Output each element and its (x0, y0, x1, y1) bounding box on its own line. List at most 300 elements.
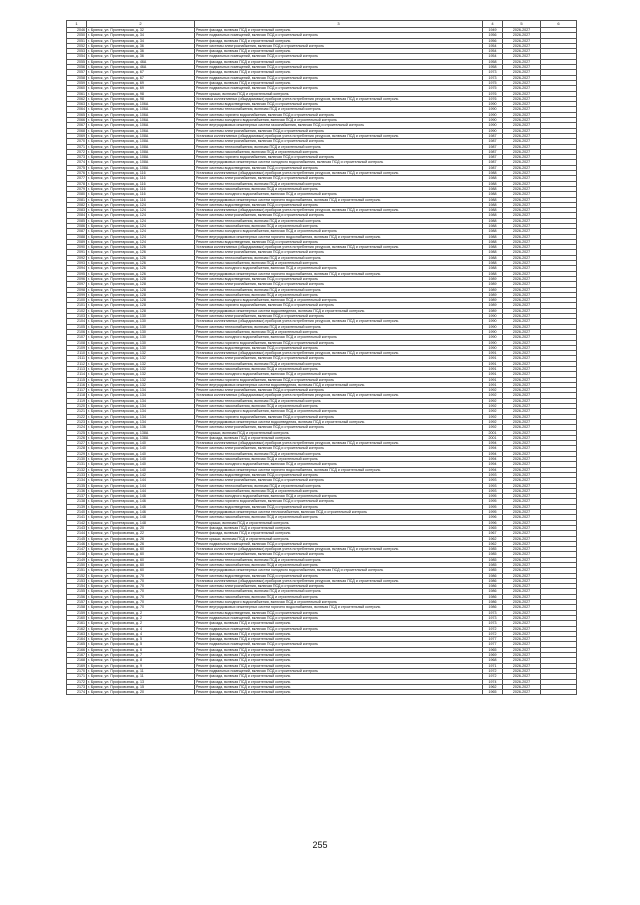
build-year-cell: 1965 (483, 647, 503, 652)
address-cell: г. Брянск, ул. Пролетарская, д. 134 (87, 414, 195, 419)
row-number: 2143 (67, 525, 87, 530)
work-type-cell: Ремонт подвальных помещений, включая ПСД и строительный контроль (195, 626, 483, 631)
build-year-cell: 1991 (483, 377, 503, 382)
work-type-cell: Ремонт системы теплоснабжения, включая ПСД и строительный контроль (195, 451, 483, 456)
address-cell: г. Брянск, ул. Профсоюзная, д. 60 (87, 562, 195, 567)
row-number: 2075 (67, 165, 87, 170)
work-type-cell: Ремонт фасада, включая ПСД и строительный контроль (195, 653, 483, 658)
row-number: 2107 (67, 335, 87, 340)
address-cell: г. Брянск, ул. Пролетарская, д. 146 (87, 499, 195, 504)
table-row (67, 690, 577, 695)
build-year-cell: 1965 (483, 525, 503, 530)
period-cell: 2026-2027 (503, 96, 541, 101)
work-type-cell: Ремонт подвальных помещений, включая ПСД и строительный контроль (195, 65, 483, 70)
build-year-cell: 1988 (483, 192, 503, 197)
work-type-cell: Ремонт внутридомовых инженерных систем газоснабжения, включая ПСД и строительный контроль (195, 123, 483, 128)
address-cell: г. Брянск, ул. Пролетарская, д. 140 (87, 446, 195, 451)
build-year-cell: 1986 (483, 600, 503, 605)
period-cell: 2026-2027 (503, 404, 541, 409)
row-number: 2136 (67, 488, 87, 493)
period-cell: 2026-2027 (503, 314, 541, 319)
period-cell: 2026-2027 (503, 414, 541, 419)
row-number: 2086 (67, 223, 87, 228)
build-year-cell: 1973 (483, 621, 503, 626)
row-number: 2096 (67, 276, 87, 281)
header-col-5: 5 (503, 21, 541, 28)
work-type-cell: Ремонт системы холодного водоснабжения, включая ПСД и строительный контроль (195, 600, 483, 605)
work-type-cell: Ремонт системы водоотведения, включая ПСД и строительный контроль (195, 202, 483, 207)
address-cell: г. Брянск, ул. Пролетарская, д. 132 (87, 361, 195, 366)
row-number: 2061 (67, 91, 87, 96)
period-cell: 2026-2027 (503, 165, 541, 170)
address-cell: г. Брянск, ул. Пролетарская, д. 34 (87, 38, 195, 43)
work-type-cell: Ремонт системы холодного водоснабжения, включая ПСД и строительный контроль (195, 409, 483, 414)
row-number: 2166 (67, 647, 87, 652)
period-cell: 2026-2027 (503, 255, 541, 260)
period-cell: 2026-2027 (503, 451, 541, 456)
period-cell: 2026-2027 (503, 261, 541, 266)
work-type-cell: Ремонт системы электроснабжения, включая ПСД и строительный контроль (195, 446, 483, 451)
period-cell: 2026-2027 (503, 615, 541, 620)
work-type-cell: Ремонт системы электроснабжения, включая ПСД и строительный контроль (195, 250, 483, 255)
row-number: 2174 (67, 690, 87, 695)
build-year-cell: 1990 (483, 314, 503, 319)
period-cell: 2026-2027 (503, 28, 541, 33)
period-cell: 2026-2027 (503, 186, 541, 191)
build-year-cell: 1991 (483, 356, 503, 361)
row-number: 2065 (67, 112, 87, 117)
period-cell: 2026-2027 (503, 425, 541, 430)
work-type-cell: Ремонт системы холодного водоснабжения, включая ПСД и строительный контроль (195, 298, 483, 303)
address-cell: г. Брянск, ул. Профсоюзная, д. 8 (87, 658, 195, 663)
row-number: 2094 (67, 266, 87, 271)
address-cell: г. Брянск, ул. Пролетарская, д. 134 (87, 398, 195, 403)
row-number: 2141 (67, 515, 87, 520)
row-number: 2163 (67, 631, 87, 636)
row-number: 2071 (67, 144, 87, 149)
work-type-cell: Ремонт подвальных помещений, включая ПСД и строительный контроль (195, 86, 483, 91)
build-year-cell: 1990 (483, 118, 503, 123)
build-year-cell: 1990 (483, 329, 503, 334)
work-type-cell: Ремонт внутридомовых инженерных систем водоотведения, включая ПСД и строительный контроль (195, 308, 483, 313)
capital-repair-table (66, 20, 577, 695)
period-cell: 2026-2027 (503, 65, 541, 70)
row-number: 2147 (67, 547, 87, 552)
row-number: 2158 (67, 605, 87, 610)
address-cell: г. Брянск, ул. Пролетарская, д. 108А (87, 144, 195, 149)
row-number: 2161 (67, 621, 87, 626)
address-cell: г. Брянск, ул. Пролетарская, д. 128 (87, 292, 195, 297)
work-type-cell: Ремонт подвальных помещений, включая ПСД и строительный контроль (195, 642, 483, 647)
row-number: 2149 (67, 557, 87, 562)
row-number: 2165 (67, 642, 87, 647)
address-cell: г. Брянск, ул. Пролетарская, д. 69 (87, 80, 195, 85)
work-type-cell: Ремонт подвальных помещений, включая ПСД и строительный контроль (195, 75, 483, 80)
build-year-cell: 1972 (483, 668, 503, 673)
row-number: 2101 (67, 303, 87, 308)
address-cell: г. Брянск, ул. Пролетарская, д. 134 (87, 419, 195, 424)
work-type-cell: Ремонт внутридомовых инженерных систем теплоснабжения, включая ПСД и строительный контроль (195, 510, 483, 515)
work-type-cell: Ремонт системы водоотведения, включая ПСД и строительный контроль (195, 102, 483, 107)
period-cell: 2026-2027 (503, 457, 541, 462)
address-cell: г. Брянск, ул. Пролетарская, д. 108А (87, 149, 195, 154)
period-cell: 2026-2027 (503, 594, 541, 599)
work-type-cell: Ремонт фасада, включая ПСД и строительный контроль (195, 647, 483, 652)
period-cell: 2026-2027 (503, 80, 541, 85)
row-number: 2140 (67, 510, 87, 515)
build-year-cell: 1954 (483, 54, 503, 59)
work-type-cell: Ремонт фасада, включая ПСД и строительный контроль (195, 38, 483, 43)
row-number: 2073 (67, 155, 87, 160)
build-year-cell: 1988 (483, 266, 503, 271)
address-cell: г. Брянск, ул. Пролетарская, д. 106А (87, 112, 195, 117)
build-year-cell: 1995 (483, 504, 503, 509)
work-type-cell: Ремонт фасада, включая ПСД и строительный контроль (195, 684, 483, 689)
row-number: 2066 (67, 118, 87, 123)
work-type-cell: Ремонт внутридомовых инженерных систем горячего водоснабжения, включая ПСД и строительный контроль (195, 271, 483, 276)
row-number: 2051 (67, 38, 87, 43)
header-col-6: 6 (541, 21, 577, 28)
work-type-cell: Ремонт системы газоснабжения, включая ПСД и строительный контроль (195, 367, 483, 372)
period-cell: 2026-2027 (503, 155, 541, 160)
work-type-cell: Ремонт фасада, включая ПСД и строительный контроль (195, 663, 483, 668)
period-cell: 2026-2027 (503, 202, 541, 207)
work-type-cell: Ремонт системы водоотведения, включая ПСД и строительный контроль (195, 165, 483, 170)
period-cell: 2026-2027 (503, 637, 541, 642)
build-year-cell: 1992 (483, 393, 503, 398)
address-cell: г. Брянск, ул. Пролетарская, д. 32 (87, 28, 195, 33)
work-type-cell: Ремонт системы холодного водоснабжения, включая ПСД и строительный контроль (195, 494, 483, 499)
row-number: 2054 (67, 54, 87, 59)
work-type-cell: Ремонт системы электроснабжения, включая ПСД и строительный контроль (195, 425, 483, 430)
work-type-cell: Ремонт системы горячего водоснабжения, включая ПСД и строительный контроль (195, 499, 483, 504)
address-cell: г. Брянск, ул. Пролетарская, д. 124 (87, 229, 195, 234)
work-type-cell: Ремонт фасада, включая ПСД и строительный контроль (195, 28, 483, 33)
period-cell: 2026-2027 (503, 107, 541, 112)
work-type-cell: Ремонт системы теплоснабжения, включая ПСД и строительный контроль (195, 589, 483, 594)
period-cell: 2026-2027 (503, 271, 541, 276)
row-number: 2100 (67, 298, 87, 303)
period-cell: 2026-2027 (503, 419, 541, 424)
row-number: 2137 (67, 494, 87, 499)
build-year-cell: 1990 (483, 112, 503, 117)
row-number: 2133 (67, 472, 87, 477)
period-cell: 2026-2027 (503, 578, 541, 583)
address-cell: г. Брянск, ул. Пролетарская, д. 130 (87, 319, 195, 324)
work-type-cell: Ремонт системы теплоснабжения, включая ПСД и строительный контроль (195, 218, 483, 223)
header-col-2: 2 (87, 21, 195, 28)
period-cell: 2026-2027 (503, 351, 541, 356)
row-number: 2126 (67, 435, 87, 440)
row-number: 2076 (67, 171, 87, 176)
row-number: 2093 (67, 261, 87, 266)
build-year-cell: 1990 (483, 345, 503, 350)
period-cell: 2026-2027 (503, 218, 541, 223)
address-cell: г. Брянск, ул. Пролетарская, д. 106А (87, 118, 195, 123)
build-year-cell: 1973 (483, 610, 503, 615)
period-cell: 2026-2027 (503, 59, 541, 64)
period-cell: 2026-2027 (503, 282, 541, 287)
build-year-cell: 1988 (483, 261, 503, 266)
work-type-cell: Ремонт системы горячего водоснабжения, включая ПСД и строительный контроль (195, 414, 483, 419)
row-number: 2144 (67, 531, 87, 536)
address-cell: г. Брянск, ул. Пролетарская, д. 67 (87, 70, 195, 75)
address-cell: г. Брянск, ул. Пролетарская, д. 46А (87, 65, 195, 70)
build-year-cell: 1991 (483, 367, 503, 372)
address-cell: г. Брянск, ул. Профсоюзная, д. 60 (87, 547, 195, 552)
build-year-cell: 1989 (483, 287, 503, 292)
build-year-cell: 1985 (483, 557, 503, 562)
address-cell: г. Брянск, ул. Пролетарская, д. 134 (87, 393, 195, 398)
row-number: 2064 (67, 107, 87, 112)
period-cell: 2026-2027 (503, 54, 541, 59)
address-cell: г. Брянск, ул. Пролетарская, д. 144 (87, 483, 195, 488)
build-year-cell: 1991 (483, 382, 503, 387)
page-number: 255 (312, 840, 328, 850)
row-number: 2082 (67, 202, 87, 207)
row-number: 2132 (67, 467, 87, 472)
row-number: 2151 (67, 568, 87, 573)
build-year-cell: 1995 (483, 510, 503, 515)
build-year-cell: 1989 (483, 303, 503, 308)
work-type-cell: Ремонт системы водоотведения, включая ПСД и строительный контроль (195, 345, 483, 350)
build-year-cell: 1992 (483, 419, 503, 424)
work-type-cell: Ремонт крыши, включая ПСД и строительный контроль (195, 536, 483, 541)
work-type-cell: Ремонт системы электроснабжения, включая ПСД и строительный контроль (195, 584, 483, 589)
work-type-cell: Ремонт подвальных помещений, включая ПСД и строительный контроль (195, 615, 483, 620)
address-cell: г. Брянск, ул. Пролетарская, д. 108А (87, 165, 195, 170)
build-year-cell: 1995 (483, 499, 503, 504)
period-cell: 2026-2027 (503, 287, 541, 292)
work-type-cell: Ремонт системы теплоснабжения, включая ПСД и строительный контроль (195, 181, 483, 186)
period-cell: 2026-2027 (503, 144, 541, 149)
build-year-cell: 1962 (483, 541, 503, 546)
period-cell: 2026-2027 (503, 377, 541, 382)
build-year-cell: 1987 (483, 144, 503, 149)
address-cell: г. Брянск, ул. Пролетарская, д. 126 (87, 245, 195, 250)
address-cell: г. Брянск, ул. Профсоюзная, д. 60 (87, 552, 195, 557)
period-cell: 2026-2027 (503, 488, 541, 493)
period-cell: 2026-2027 (503, 446, 541, 451)
work-type-cell: Ремонт системы теплоснабжения, включая ПСД и строительный контроль (195, 144, 483, 149)
build-year-cell: 1991 (483, 372, 503, 377)
work-type-cell: Ремонт фасада, включая ПСД и строительный контроль (195, 690, 483, 695)
row-number: 2104 (67, 319, 87, 324)
address-cell: г. Брянск, ул. Пролетарская, д. 134 (87, 388, 195, 393)
build-year-cell: 1989 (483, 308, 503, 313)
address-cell: г. Брянск, ул. Пролетарская, д. 134 (87, 404, 195, 409)
work-type-cell: Ремонт подвальных помещений, включая ПСД и строительный контроль (195, 541, 483, 546)
build-year-cell: 1988 (483, 255, 503, 260)
address-cell: г. Брянск, ул. Пролетарская, д. 140 (87, 467, 195, 472)
work-type-cell: Ремонт системы электроснабжения, включая ПСД и строительный контроль (195, 43, 483, 48)
row-number: 2062 (67, 96, 87, 101)
work-type-cell: Установка коллективных (общедомовых) приборов учета потребления ресурсов, включая ПСД и строительный контроль (195, 441, 483, 446)
row-number: 2057 (67, 70, 87, 75)
row-number: 2077 (67, 176, 87, 181)
build-year-cell: 1987 (483, 165, 503, 170)
work-type-cell: Ремонт системы холодного водоснабжения, включая ПСД и строительный контроль (195, 118, 483, 123)
build-year-cell: 1988 (483, 245, 503, 250)
address-cell: г. Брянск, ул. Пролетарская, д. 124 (87, 218, 195, 223)
row-number: 2168 (67, 658, 87, 663)
address-cell: г. Брянск, ул. Пролетарская, д. 69 (87, 86, 195, 91)
row-number: 2078 (67, 181, 87, 186)
work-type-cell: Ремонт системы электроснабжения, включая ПСД и строительный контроль (195, 314, 483, 319)
address-cell: г. Брянск, ул. Профсоюзная, д. 15 (87, 684, 195, 689)
row-number: 2173 (67, 684, 87, 689)
row-number: 2114 (67, 372, 87, 377)
work-type-cell: Установка коллективных (общедомовых) приборов учета потребления ресурсов, включая ПСД и строительный контроль (195, 245, 483, 250)
row-number: 2155 (67, 589, 87, 594)
build-year-cell: 1987 (483, 139, 503, 144)
work-type-cell: Ремонт системы теплоснабжения, включая ПСД и строительный контроль (195, 255, 483, 260)
build-year-cell: 1987 (483, 160, 503, 165)
work-type-cell: Ремонт внутридомовых инженерных систем холодного водоснабжения, включая ПСД и строительный контроль (195, 568, 483, 573)
work-type-cell: Ремонт подвальных помещений, включая ПСД и строительный контроль (195, 668, 483, 673)
work-type-cell: Ремонт внутридомовых инженерных систем горячего водоснабжения, включая ПСД и строительный контроль (195, 467, 483, 472)
work-type-cell: Ремонт системы водоотведения, включая ПСД и строительный контроль (195, 504, 483, 509)
period-cell: 2026-2027 (503, 86, 541, 91)
build-year-cell: 1993 (483, 488, 503, 493)
build-year-cell: 1990 (483, 102, 503, 107)
header-col-3: 3 (195, 21, 483, 28)
build-year-cell: 1989 (483, 298, 503, 303)
build-year-cell: 1989 (483, 282, 503, 287)
build-year-cell: 1988 (483, 234, 503, 239)
build-year-cell: 1987 (483, 133, 503, 138)
build-year-cell: 1954 (483, 43, 503, 48)
work-type-cell: Ремонт системы теплоснабжения, включая ПСД и строительный контроль (195, 107, 483, 112)
address-cell: г. Брянск, ул. Пролетарская, д. 124 (87, 202, 195, 207)
address-cell: г. Брянск, ул. Пролетарская, д. 46А (87, 59, 195, 64)
row-number: 2162 (67, 626, 87, 631)
row-number: 2109 (67, 345, 87, 350)
build-year-cell: 1986 (483, 578, 503, 583)
work-type-cell: Ремонт фасада, включая ПСД и строительный контроль (195, 658, 483, 663)
build-year-cell: 1988 (483, 186, 503, 191)
work-type-cell: Ремонт фасада, включая ПСД и строительный контроль (195, 80, 483, 85)
address-cell: г. Брянск, ул. Профсоюзная, д. 4 (87, 626, 195, 631)
row-number: 2142 (67, 520, 87, 525)
row-number: 2113 (67, 367, 87, 372)
work-type-cell: Ремонт фасада, включая ПСД и строительный контроль (195, 70, 483, 75)
build-year-cell: 1968 (483, 658, 503, 663)
work-type-cell: Ремонт фасада, включая ПСД и строительный контроль (195, 525, 483, 530)
row-number: 2063 (67, 102, 87, 107)
build-year-cell: 1973 (483, 70, 503, 75)
period-cell: 2026-2027 (503, 435, 541, 440)
work-type-cell: Ремонт системы газоснабжения, включая ПСД и строительный контроль (195, 292, 483, 297)
build-year-cell: 1975 (483, 86, 503, 91)
build-year-cell: 1990 (483, 319, 503, 324)
address-cell: г. Брянск, ул. Пролетарская, д. 132 (87, 382, 195, 387)
work-type-cell: Ремонт фасада, включая ПСД и строительный контроль (195, 435, 483, 440)
build-year-cell: 1969 (483, 653, 503, 658)
build-year-cell: 1990 (483, 123, 503, 128)
row-number: 2089 (67, 239, 87, 244)
work-type-cell: Ремонт системы теплоснабжения, включая ПСД и строительный контроль (195, 324, 483, 329)
row-number: 2122 (67, 414, 87, 419)
address-cell: г. Брянск, ул. Пролетарская, д. 130 (87, 345, 195, 350)
period-cell: 2026-2027 (503, 462, 541, 467)
row-number: 2108 (67, 340, 87, 345)
build-year-cell: 1987 (483, 149, 503, 154)
period-cell: 2026-2027 (503, 388, 541, 393)
period-cell: 2026-2027 (503, 43, 541, 48)
address-cell: г. Брянск, ул. Профсоюзная, д. 9 (87, 663, 195, 668)
period-cell: 2026-2027 (503, 441, 541, 446)
work-type-cell: Ремонт фасада, включая ПСД и строительный контроль (195, 59, 483, 64)
address-cell: г. Брянск, ул. Профсоюзная, д. 70 (87, 589, 195, 594)
row-number: 2153 (67, 578, 87, 583)
row-number: 2164 (67, 637, 87, 642)
address-cell: г. Брянск, ул. Пролетарская, д. 108А (87, 160, 195, 165)
period-cell: 2026-2027 (503, 33, 541, 38)
address-cell: г. Брянск, ул. Профсоюзная, д. 20 (87, 525, 195, 530)
address-cell: г. Брянск, ул. Профсоюзная, д. 20 (87, 690, 195, 695)
build-year-cell: 1977 (483, 642, 503, 647)
address-cell: г. Брянск, ул. Пролетарская, д. 132 (87, 377, 195, 382)
build-year-cell: 1971 (483, 663, 503, 668)
address-cell: г. Брянск, ул. Пролетарская, д. 36 (87, 43, 195, 48)
work-type-cell: Ремонт внутридомовых инженерных систем водоотведения, включая ПСД и строительный контроль (195, 419, 483, 424)
work-type-cell: Ремонт системы водоотведения, включая ПСД и строительный контроль (195, 276, 483, 281)
build-year-cell: 1985 (483, 552, 503, 557)
build-year-cell: 1988 (483, 171, 503, 176)
row-number: 2129 (67, 451, 87, 456)
row-number: 2112 (67, 361, 87, 366)
period-cell: 2026-2027 (503, 674, 541, 679)
period-cell: 2026-2027 (503, 308, 541, 313)
work-type-cell: Ремонт крыши, включая ПСД и строительный контроль (195, 520, 483, 525)
build-year-cell: 1958 (483, 65, 503, 70)
period-cell: 2026-2027 (503, 356, 541, 361)
period-cell: 2026-2027 (503, 409, 541, 414)
build-year-cell: 1972 (483, 674, 503, 679)
build-year-cell: 1990 (483, 107, 503, 112)
period-cell: 2026-2027 (503, 245, 541, 250)
build-year-cell: 1949 (483, 28, 503, 33)
period-cell: 2026-2027 (503, 133, 541, 138)
work-type-cell: Ремонт системы водоотведения, включая ПСД и строительный контроль (195, 239, 483, 244)
work-type-cell: Ремонт внутридомовых инженерных систем горячего водоснабжения, включая ПСД и строительный контроль (195, 234, 483, 239)
row-number: 2127 (67, 441, 87, 446)
build-year-cell: 1991 (483, 361, 503, 366)
address-cell: г. Брянск, ул. Пролетарская, д. 146 (87, 494, 195, 499)
work-type-cell: Ремонт фасада, включая ПСД и строительный контроль (195, 679, 483, 684)
row-number: 2046 (67, 28, 87, 33)
period-cell: 2026-2027 (503, 472, 541, 477)
period-cell: 2026-2027 (503, 642, 541, 647)
period-cell: 2026-2027 (503, 398, 541, 403)
address-cell: г. Брянск, ул. Пролетарская, д. 126 (87, 271, 195, 276)
period-cell: 2026-2027 (503, 679, 541, 684)
address-cell: г. Брянск, ул. Пролетарская, д. 124 (87, 239, 195, 244)
period-cell: 2026-2027 (503, 335, 541, 340)
period-cell: 2026-2027 (503, 605, 541, 610)
period-cell: 2026-2027 (503, 658, 541, 663)
build-year-cell: 1972 (483, 626, 503, 631)
build-year-cell: 1956 (483, 38, 503, 43)
period-cell: 2026-2027 (503, 49, 541, 54)
build-year-cell: 1995 (483, 494, 503, 499)
build-year-cell: 1956 (483, 33, 503, 38)
work-type-cell: Ремонт фасада, включая ПСД и строительный контроль (195, 531, 483, 536)
row-number: 2102 (67, 308, 87, 313)
work-type-cell: Ремонт системы электроснабжения, включая ПСД и строительный контроль (195, 139, 483, 144)
work-type-cell: Ремонт системы холодного водоснабжения, включая ПСД и строительный контроль (195, 229, 483, 234)
